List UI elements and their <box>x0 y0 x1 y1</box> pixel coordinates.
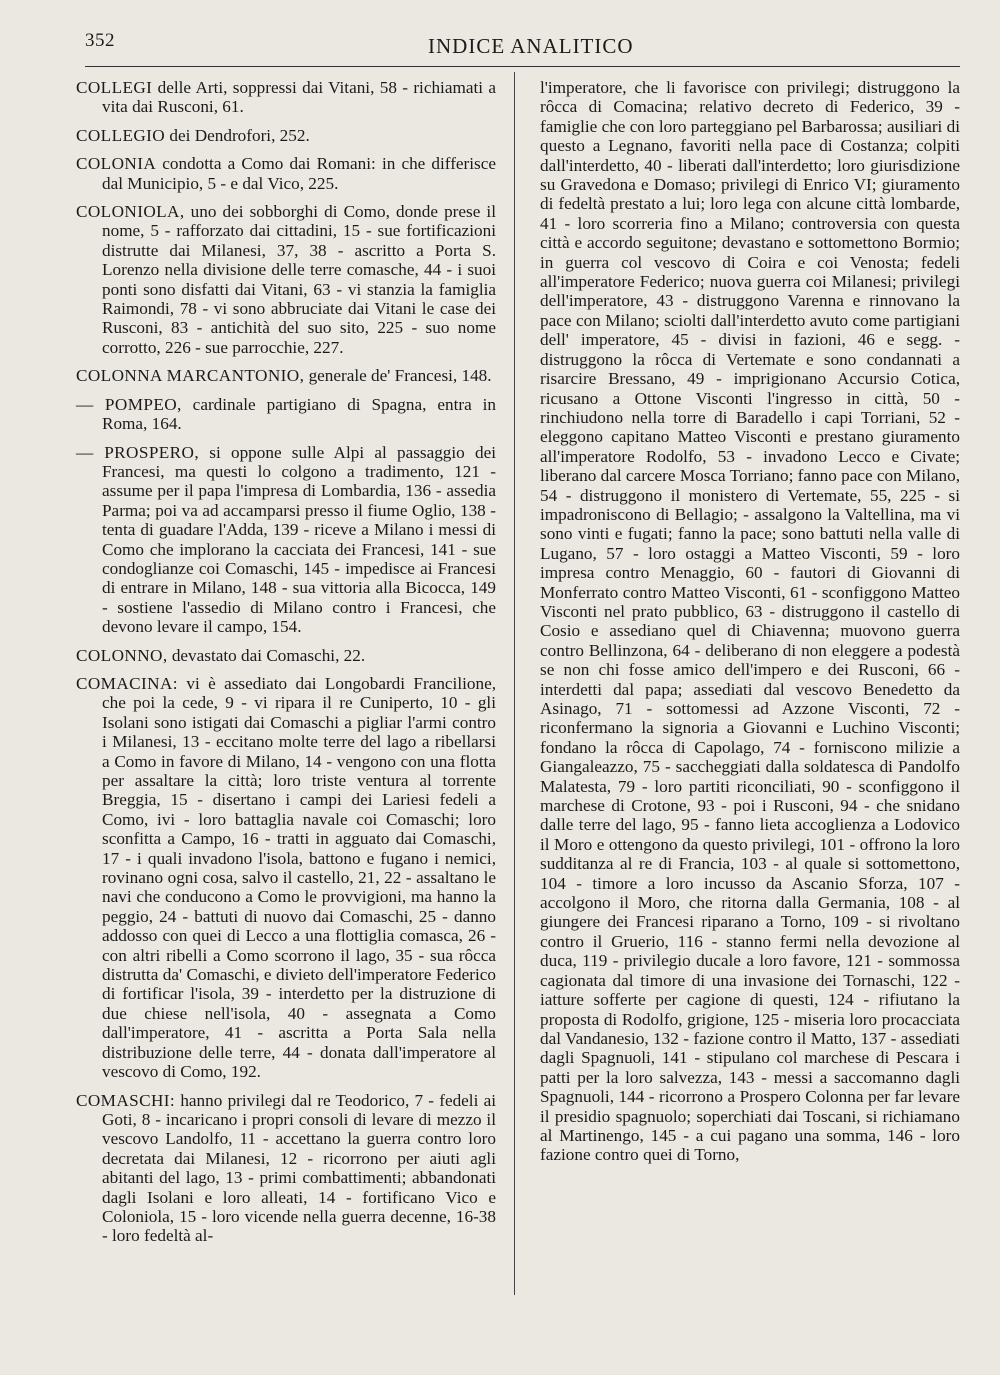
index-entry <box>76 202 496 357</box>
entry-heading: COLONNO, <box>76 645 168 665</box>
entry-text: si oppone sulle Alpi al passaggio dei Francesi, ma questi lo colgono a tradimento, 121 - assume per il papa l'impresa di Lombardia, 136 - assedia Parma; poi va ad accamparsi presso il fiume Oglio, 138 - tenta di guadare l'Adda, 139 - riceve a Milano i messi di Como che implorano la cacciata dei Francesi, 141 - sue condoglianze coi Comaschi, 145 - impedisce ai Francesi di entrare in Milano, 148 - sua vittoria alla Bicocca, 149 - sostiene l'assedio di Milano contro i Francesi, che devono levare il campo, 154. <box>102 442 496 637</box>
entry-text: condotta a Como dai Romani: in che differisce dal Municipio, 5 - e dal Vico, 225. <box>102 154 496 193</box>
running-head <box>85 24 960 64</box>
left-column <box>76 78 496 1255</box>
entry-text: generale de' Francesi, 148. <box>304 366 492 386</box>
index-entry <box>76 1091 496 1246</box>
index-entry <box>76 443 496 637</box>
right-column <box>540 78 960 1165</box>
page-number: 352 <box>85 30 115 51</box>
entry-heading: COMASCHI: <box>76 1090 176 1110</box>
index-entry <box>76 126 496 145</box>
entry-heading: COLONIA <box>76 154 157 174</box>
header-rule <box>85 66 960 67</box>
entry-text: uno dei sobborghi di Como, donde prese il nome, 5 - rafforzato dai cittadini, 15 - sue fortificazioni distrutte dai Milanesi, 37, 38 - ascritto a Porta S. Lorenzo nella divisione delle terre comasche, 44 - i suoi ponti sono disfatti dai Vitani, 63 - vi stanzia la famiglia Raimondi, 78 - vi sono abbruciate dai Vitani le case dei Rusconi, 83 - antichità del suo sito, 225 - suo nome corrotto, 226 - sue parrocchie, 227. <box>102 202 496 357</box>
entry-heading: — POMPEO, <box>76 394 182 414</box>
index-entry <box>76 395 496 434</box>
entry-heading: COLLEGI <box>76 78 153 97</box>
index-entry <box>76 646 496 665</box>
entry-heading: COLONNA MARCANTONIO, <box>76 366 305 386</box>
entry-text: delle Arti, soppressi dai Vitani, 58 - richiamati a vita dai Rusconi, 61. <box>102 78 496 117</box>
index-entry <box>76 674 496 1082</box>
running-title: INDICE ANALITICO <box>428 34 634 58</box>
index-entry <box>76 78 496 117</box>
entry-heading: COLONIOLA, <box>76 202 185 222</box>
entry-heading: COMACINA: <box>76 673 178 693</box>
column-divider <box>514 72 515 1295</box>
entry-text: dei Dendrofori, 252. <box>165 125 310 145</box>
entry-continuation-text: l'imperatore, che li favorisce con privilegi; distruggono la rôcca di Comacina; relativo decreto di Federico, 39 - famiglie che con loro parteggiano pel Barbarossa; ausiliari di questo a Legnano, favoriti nella pace di Costanza; colpiti dall'interdetto, 40 - liberati dall'interdetto; loro giurisdizione su Gravedona e Domaso; privilegi di Enrico VI; giuramento di fedeltà prestato a lui; loro lega con alcune città lombarde, 41 - loro scorreria fino a Milano; controversia con questa città e accordo seguitone; devastano e sottomettono Bormio; in guerra col vescovo di Coira e coi Venosta; fedeli all'imperatore Federico; nuova guerra coi Milanesi; privilegi dell'imperatore, 43 - distruggono Varenna e rinnovano la pace con Milano; sciolti dall'interdetto avuto come partigiani dell' imperatore, 45 - divisi in fazioni, 46 e segg. - distruggono la rôcca di Vertemate e sono condannati a risarcire Bressano, 49 - imprigionano Accursio Cotica, ricusano a Ottone Visconti l'ingresso in città, 50 - rinchiudono nella torre di Baradello i capi Torriani, 52 - eleggono capitano Matteo Visconti e prestano giuramento all'imperatore Rodolfo, 53 - invadono Lecco e Civate; liberano dal carcere Mosca Torriano; fanno pace con Milano, 54 - distruggono il monistero di Vertemate, 55, 225 - si impadroniscono di Bellagio; - assalgono la Valtellina, ma vi sono vinti e fugati; fanno la pace; sono battuti nella valle di Lugano, 57 - loro ostaggi a Matteo Visconti, 59 - loro impresa contro Menaggio, 60 - fautori di Giovanni di Monferrato contro Matteo Visconti, 61 - sconfiggono Matteo Visconti nel prato pubblico, 63 - distruggono il castello di Cosio e assediano quel di Chiavenna; muovono guerra contro Bellinzona, 64 - deliberano di non eleggere a podestà se non chi fosse amico dell'impero e dei Rusconi, 66 - interdetti dal papa; assediati dal vescovo Benedetto da Asinago, 71 - sottomessi ad Azzone Visconti, 72 - riconfermano la signoria a Giovanni e Luchino Visconti; fondano la rôcca di Capolago, 74 - forniscono milizie a Giangaleazzo, 75 - saccheggiati dalla soldatesca di Pandolfo Malatesta, 79 - loro partiti riconciliati, 90 - sconfiggono il marchese di Crotone, 93 - poi i Rusconi, 94 - che snidano dalle terre del lago, 95 - fanno lieta accoglienza a Lodovico il Moro e ottengono da questo privilegi, 101 - offrono la loro sudditanza al re di Francia, 103 - al quale si sottomettono, 104 - timore a loro incusso da Ascanio Sforza, 107 - accolgono il Moro, che ritorna dalla Germania, 108 - al giungere dei Francesi riparano a Torno, 109 - si rivoltano contro il Gruerio, 116 - stanno fermi nella devozione al duca, 119 - privilegio ducale a loro favore, 121 - sommossa cagionata dal timore di una invasione dei Tornaschi, 122 - iatture sofferte per cagione di questi, 124 - rifiutano la proposta di Rodolfo, grigione, 125 - miseria loro procacciata dal Vandanesio, 132 - fazione contro il Matto, 137 - assediati dagli Spagnuoli, 141 - stipulano col marchese di Pescara i patti per la loro salvezza, 143 - messi a saccomanno dagli Spagnuoli, 144 - ricorrono a Prospero Colonna per far levare il presidio spagnuolo; soperchiati dai Toscani, si richiamano al Martinengo, 145 - a cui pagano una somma, 146 - loro fazione contro quei di Torno, <box>540 78 960 1165</box>
entry-text: cardinale partigiano di Spagna, entra in Roma, 164. <box>102 394 497 434</box>
entry-text: devastato dai Comaschi, 22. <box>167 645 366 665</box>
entry-text: hanno privilegi dal re Teodorico, 7 - fedeli ai Goti, 8 - incaricano i propri consoli di levare di mezzo il vescovo Landolfo, 11 - accettano la guerra contro loro decretata dai Milanesi, 12 - ricorrono per aiuti agli abitanti del lago, 13 - primi combattimenti; abbandonati dagli Isolani e loro alleati, 14 - fortificano Vico e Coloniola, 15 - loro vicende nella guerra decenne, 16-38 - loro fedeltà al- <box>102 1090 496 1246</box>
entry-text: vi è assediato dai Longobardi Francilione, che poi la cede, 9 - vi ripara il re Cuniperto, 10 - gli Isolani sono istigati dai Comaschi a pigliar l'armi contro i Milanesi, 13 - eccitano molte terre del lago a ribellarsi a Como in favore di Milano, 14 - vengono con una flotta per assaltare la città; loro triste ventura al torrente Breggia, 15 - disertano i campi dei Lariesi fedeli a Como, ivi - loro battaglia navale coi Comaschi; loro sconfitta a Campo, 16 - tratti in agguato dai Comaschi, 17 - i quali invadono l'isola, battono e fugano i nemici, rovinano ogni cosa, salvo il castello, 21, 22 - assaltano le navi che conducono a Como le provvigioni, ma hanno la peggio, 24 - battuti di nuovo dai Comaschi, 25 - danno addosso con quei di Lecco a una flottiglia comasca, 26 - con altri ribelli a Como scorrono il lago, 35 - sua rôcca distrutta da' Comaschi, e divieto dell'imperatore Federico di fortificar l'isola, 39 - interdetto per la distruzione di due chiese nell'isola, 40 - assegnata a Como dall'imperatore, 41 - ascritta a Porta Sala nella distribuzione delle terre, 44 - donata dall'imperatore al vescovo di Como, 192. <box>102 673 496 1082</box>
entry-heading: COLLEGIO <box>76 125 166 145</box>
index-entry <box>76 366 496 385</box>
entry-heading: — PROSPERO, <box>76 442 200 462</box>
index-entry <box>76 154 496 193</box>
